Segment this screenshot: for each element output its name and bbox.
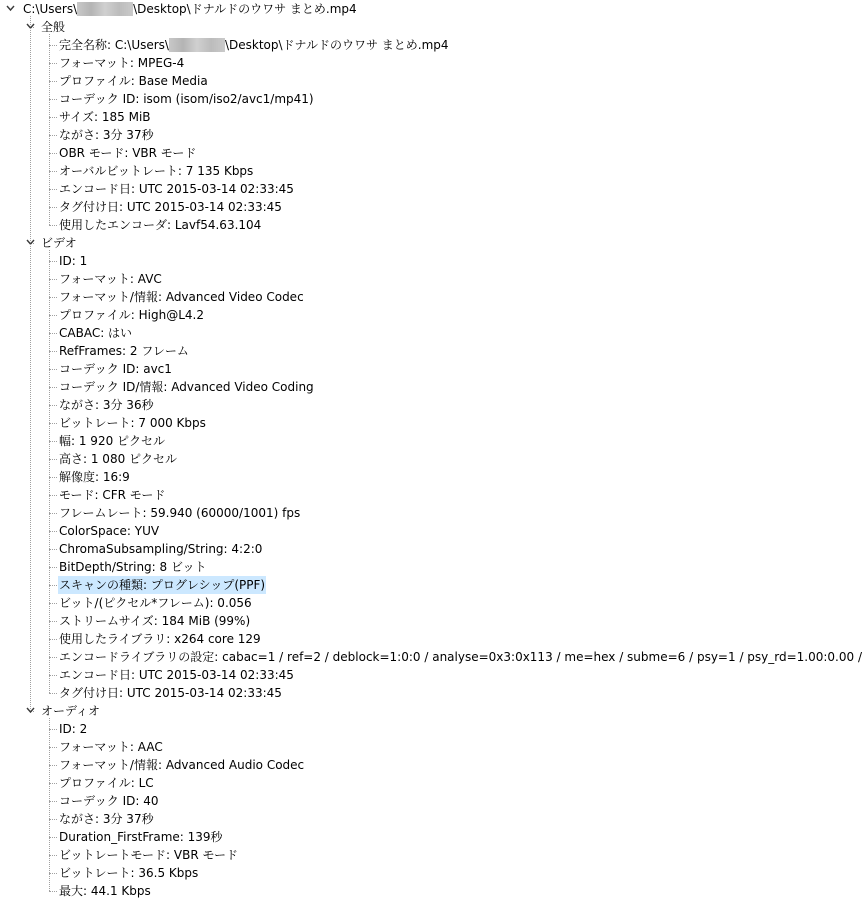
item-label: 使用したエンコーダ: Lavf54.63.104: [59, 218, 262, 232]
tree-connector-line: [49, 171, 57, 172]
redacted-username-block: [169, 38, 225, 52]
item-label: ながさ: 3分 37秒: [59, 812, 154, 826]
tree-connector-line: [49, 153, 57, 154]
section-label: オーディオ: [41, 704, 101, 718]
item-label: フレームレート: 59.940 (60000/1001) fps: [59, 506, 301, 520]
item-label: フォーマット: MPEG-4: [59, 56, 185, 70]
tree-connector-line: [49, 135, 57, 136]
root-path-suffix: \Desktop\ドナルドのウワサ まとめ.mp4: [133, 2, 357, 16]
section-label: 全般: [41, 20, 66, 34]
tree-connector-line: [49, 765, 57, 766]
tree-connector-line: [49, 261, 57, 262]
tree-connector-line: [49, 117, 57, 118]
item-label: ストリームサイズ: 184 MiB (99%): [59, 614, 251, 628]
item-label: CABAC: はい: [59, 326, 133, 340]
item-label: エンコードライブラリの設定: cabac=1 / ref=2 / deblock=1:0:0 / analyse=0x3:0x113 / me=hex / subme=6 / psy=1 / psy_rd=1.00:0.00 /: [59, 650, 862, 664]
item-label: ColorSpace: YUV: [59, 524, 160, 538]
item-label: ビットレート: 36.5 Kbps: [59, 866, 199, 880]
root-path-prefix: C:\Users\: [23, 2, 78, 16]
tree-connector-line: [49, 297, 57, 298]
item-label: 使用したライブラリ: x264 core 129: [59, 632, 261, 646]
item-label: タグ付け日: UTC 2015-03-14 02:33:45: [59, 686, 282, 700]
tree-connector-line: [49, 441, 57, 442]
item-label: 解像度: 16:9: [59, 470, 130, 484]
item-label: 最大: 44.1 Kbps: [59, 884, 151, 898]
tree-connector-line: [49, 747, 57, 748]
item-label: 高さ: 1 080 ピクセル: [59, 452, 178, 466]
item-label: プロファイル: LC: [59, 776, 154, 790]
item-label: BitDepth/String: 8 ビット: [59, 560, 207, 574]
item-label: コーデック ID: isom (isom/iso2/avc1/mp41): [59, 92, 314, 106]
tree-connector-line: [49, 225, 57, 226]
item-label: オーバルビットレート: 7 135 Kbps: [59, 164, 254, 178]
item-label: ビットレートモード: VBR モード: [59, 848, 239, 862]
tree-connector-line: [49, 351, 57, 352]
tree-connector-line: [49, 63, 57, 64]
item-label: フォーマット/情報: Advanced Video Codec: [59, 290, 304, 304]
item-label: コーデック ID: avc1: [59, 362, 172, 376]
item-label: コーデック ID: 40: [59, 794, 159, 808]
section-general-chevron-down-icon[interactable]: [24, 18, 38, 36]
item-label: 幅: 1 920 ピクセル: [59, 434, 166, 448]
item-label: ID: 1: [59, 254, 88, 268]
item-label: フォーマット: AAC: [59, 740, 163, 754]
tree-connector-line: [49, 495, 57, 496]
tree-connector-line: [49, 459, 57, 460]
item-label: Duration_FirstFrame: 139秒: [59, 830, 223, 844]
tree-connector-line: [49, 423, 57, 424]
item-label: ビット/(ピクセル*フレーム): 0.056: [59, 596, 252, 610]
item-label-selected: スキャンの種類: プログレシップ(PPF): [59, 578, 266, 592]
tree-connector-line: [49, 405, 57, 406]
item-label: エンコード日: UTC 2015-03-14 02:33:45: [59, 668, 294, 682]
item-label: ID: 2: [59, 722, 88, 736]
tree-connector-line: [49, 891, 57, 892]
tree-connector-line: [49, 207, 57, 208]
tree-connector-line: [49, 369, 57, 370]
tree-connector-line: [49, 99, 57, 100]
section-video-chevron-down-icon[interactable]: [24, 234, 38, 252]
tree-connector-line: [49, 567, 57, 568]
item-label: エンコード日: UTC 2015-03-14 02:33:45: [59, 182, 294, 196]
item-label: タグ付け日: UTC 2015-03-14 02:33:45: [59, 200, 282, 214]
redacted-username-block: [77, 2, 133, 16]
tree-connector-line: [49, 819, 57, 820]
root-expand-chevron-down-icon[interactable]: [4, 0, 18, 18]
item-label: プロファイル: Base Media: [59, 74, 208, 88]
item-label: フォーマット: AVC: [59, 272, 162, 286]
item-label: ChromaSubsampling/String: 4:2:0: [59, 542, 263, 556]
tree-connector-line: [49, 621, 57, 622]
item-label: RefFrames: 2 フレーム: [59, 344, 189, 358]
tree-connector-line: [49, 693, 57, 694]
item-label: ながさ: 3分 36秒: [59, 398, 154, 412]
tree-connector-line: [49, 718, 50, 891]
tree-connector-line: [49, 873, 57, 874]
item-label: コーデック ID/情報: Advanced Video Coding: [59, 380, 314, 394]
tree-connector-line: [49, 189, 57, 190]
item-label: サイズ: 185 MiB: [59, 110, 151, 124]
item-label: フォーマット/情報: Advanced Audio Codec: [59, 758, 305, 772]
tree-connector-line: [49, 387, 57, 388]
section-label: ビデオ: [41, 236, 77, 250]
item-label: [58, 36, 450, 54]
tree-connector-line: [49, 639, 57, 640]
tree-connector-line: [49, 675, 57, 676]
tree-connector-line: [30, 16, 31, 711]
tree-connector-line: [49, 801, 57, 802]
tree-connector-line: [49, 783, 57, 784]
tree-connector-line: [49, 34, 50, 225]
tree-connector-line: [49, 315, 57, 316]
tree-connector-line: [49, 81, 57, 82]
tree-connector-line: [49, 837, 57, 838]
tree-connector-line: [49, 729, 57, 730]
tree-connector-line: [49, 585, 57, 586]
item-label: ビットレート: 7 000 Kbps: [59, 416, 206, 430]
root-file-path: [22, 0, 358, 18]
tree-connector-line: [49, 45, 57, 46]
tree-connector-line: [49, 477, 57, 478]
item-label-suffix: \Desktop\ドナルドのウワサ まとめ.mp4: [224, 38, 449, 52]
tree-connector-line: [49, 531, 57, 532]
tree-connector-line: [49, 603, 57, 604]
tree-connector-line: [49, 855, 57, 856]
item-label-prefix: 完全名称: C:\Users\: [59, 38, 169, 52]
item-label: プロファイル: High@L4.2: [59, 308, 204, 322]
tree-connector-line: [49, 250, 50, 693]
item-label: ながさ: 3分 37秒: [59, 128, 154, 142]
tree-connector-line: [49, 657, 57, 658]
tree-connector-line: [49, 279, 57, 280]
item-label: モード: CFR モード: [59, 488, 166, 502]
tree-connector-line: [49, 549, 57, 550]
tree-connector-line: [49, 513, 57, 514]
tree-connector-line: [49, 333, 57, 334]
item-label: OBR モード: VBR モード: [59, 146, 197, 160]
section-audio-chevron-down-icon[interactable]: [24, 702, 38, 720]
